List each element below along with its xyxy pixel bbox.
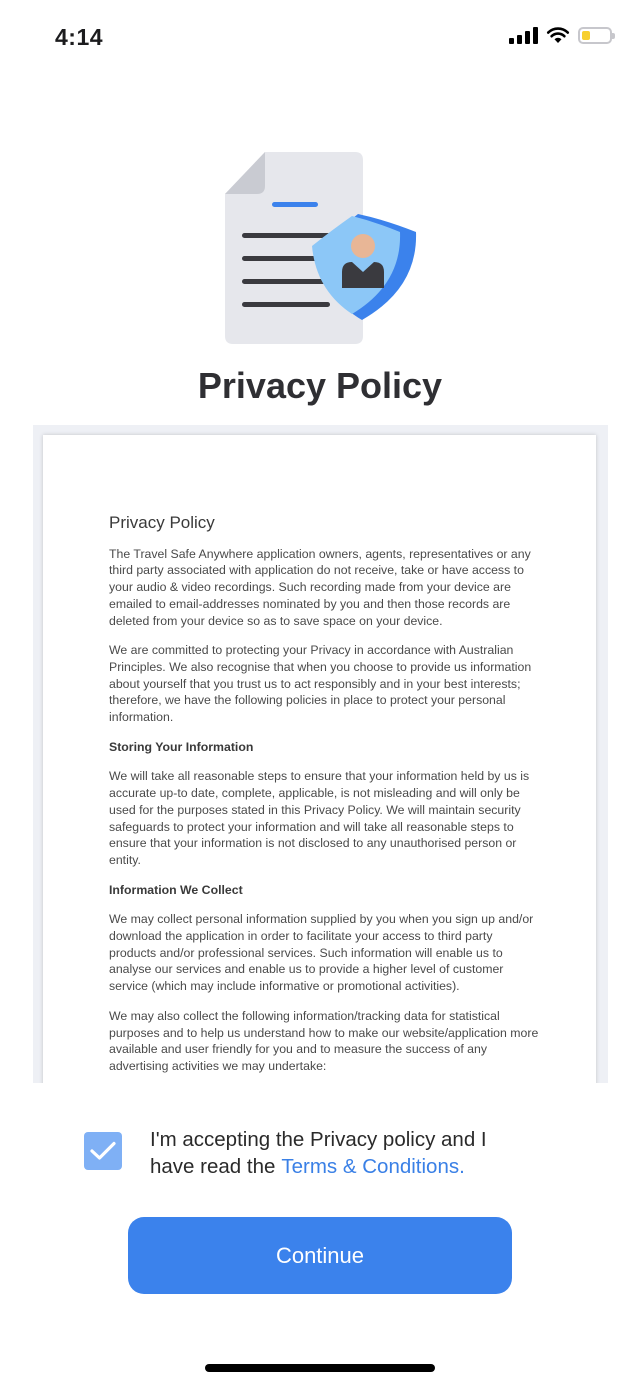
document-shield-user-icon: [220, 148, 420, 348]
policy-document-body: [109, 546, 539, 1075]
consent-line-2: [150, 1153, 550, 1180]
policy-paragraph: The Travel Safe Anywhere application owners, agents, representatives or any third party associated with application do not receive, take or have access to your audio & video recordings. Such recording made from your device are emailed to email-addresses nominated by you and then those records are deleted from your device so as to save space on your device.: [109, 546, 531, 628]
consent-row: [84, 1126, 554, 1186]
cellular-signal-icon: [509, 26, 538, 44]
policy-paragraph: We may also collect the following information/tracking data for statistical purposes and to help us understand how to make our website/application more available and user friendly for you and to measure the success of any advertising activities we may undertake:: [109, 1008, 539, 1073]
consent-text: [150, 1126, 550, 1180]
accept-checkbox[interactable]: [84, 1132, 122, 1170]
policy-document-page: [43, 435, 596, 1083]
policy-document-heading: Privacy Policy: [109, 513, 215, 532]
policy-document-content: [109, 515, 539, 1083]
terms-conditions-link[interactable]: Terms & Conditions.: [281, 1155, 465, 1178]
page-title: Privacy Policy: [197, 365, 443, 406]
checkmark-icon: [90, 1141, 116, 1161]
policy-document-viewer[interactable]: [33, 425, 608, 1083]
status-bar: [0, 0, 640, 80]
battery-level: [582, 31, 590, 40]
continue-button[interactable]: Continue: [128, 1217, 512, 1294]
consent-line-2-text: have read the: [150, 1155, 276, 1178]
policy-paragraph: We may collect personal information supplied by you when you sign up and/or download the application in order to facilitate your access to third party products and/or professional services. Such information will enable us to analyse our services and enable us to provide a higher level of customer service (which may include informative or promotional activities).: [109, 912, 534, 994]
home-indicator[interactable]: [205, 1364, 435, 1372]
policy-subheading: Storing Your Information: [109, 739, 254, 754]
battery-icon: [578, 27, 612, 44]
policy-paragraph: We will take all reasonable steps to ensure that your information held by us is accurate up-to date, complete, applicable, is not misleading and will only be used for the purposes stated in this Privacy Policy. We will maintain security safeguards to protect your information and will take all reasonable steps to ensure that your information is not disclosed to any unauthorised person or entity.: [109, 769, 530, 867]
policy-paragraph: We are committed to protecting your Privacy in accordance with Australian Principles. We also recognise that when you choose to provide us information about yourself that you trust us to act responsibly and in your best interests; therefore, we have the following policies in place to protect your personal information.: [109, 643, 532, 725]
status-time: 4:14: [55, 24, 104, 50]
consent-line-1: I'm accepting the Privacy policy and I: [150, 1128, 487, 1151]
wifi-icon: [546, 26, 570, 44]
status-icons: [509, 26, 612, 44]
policy-subheading: Information We Collect: [109, 882, 243, 897]
